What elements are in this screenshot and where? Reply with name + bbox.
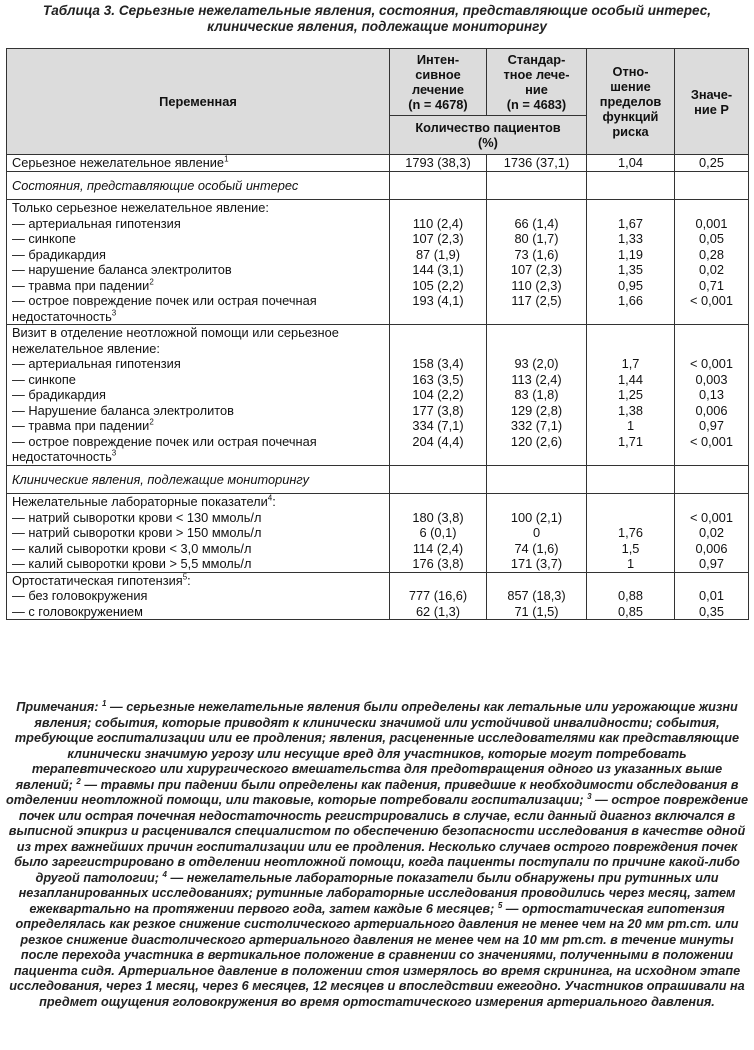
group2-labels: Визит в отделение неотложной помощи или серьезное нежелательное явление: — артериальная гипотензия — синкопе — брадикардия — Нарушение баланса электролитов — травма при падении$^2$ — острое повреждение почек или острая почечная недостаточность$^3$ (7, 325, 390, 466)
group1-p: 0,001 0,05 0,28 0,02 0,71 < 0,001 (675, 200, 749, 325)
header-p-l2: ние Р (694, 101, 729, 117)
header-standard (487, 49, 587, 116)
table-caption (4, 3, 750, 35)
header-standard-l4: (n = 4683) (506, 97, 567, 112)
section-label: Клинические явления, подлежащие мониторингу (7, 465, 390, 494)
header-patient-count (390, 116, 587, 155)
row-label: Серьезное нежелательное явление$^1$ (7, 155, 390, 172)
header-p-value (675, 49, 749, 155)
table-row-sae (7, 155, 749, 172)
group3-p: < 0,001 0,02 0,006 0,97 (675, 494, 749, 573)
group4-ratio: 0,88 0,85 (587, 572, 675, 620)
header-ratio-l4: функций (602, 109, 659, 124)
group2-intensive: 158 (3,4) 163 (3,5) 104 (2,2) 177 (3,8) 334 (7,1) 204 (4,4) (390, 325, 487, 466)
section-row-special-interest (7, 171, 749, 200)
header-ratio-l1: Отно- (612, 64, 649, 79)
caption-line-1: Таблица 3. Серьезные нежелательные явления, состояния, представляющие особый интерес, (42, 3, 712, 18)
group4-standard: 857 (18,3) 71 (1,5) (487, 572, 587, 620)
group3-labels: Нежелательные лабораторные показатели$^4$: — натрий сыворотки крови < 130 ммоль/л — натрий сыворотки крови > 150 ммоль/л — калий сыворотки крови < 3,0 ммоль/л — калий сыворотки крови > 5,5 ммоль/л (7, 494, 390, 573)
cell-ratio: 1,04 (587, 155, 675, 172)
header-standard-l3: ние (525, 82, 548, 97)
group2-p: < 0,001 0,003 0,13 0,006 0,97 < 0,001 (675, 325, 749, 466)
adverse-events-table (6, 48, 749, 620)
header-intensive-l4: (n = 4678) (408, 97, 468, 112)
header-intensive (390, 49, 487, 116)
cell-p: 0,25 (675, 155, 749, 172)
header-ratio-l2: шение (610, 79, 651, 94)
section-row-monitoring (7, 465, 749, 494)
group1-standard: 66 (1,4) 80 (1,7) 73 (1,6) 107 (2,3) 110 (2,3) 117 (2,5) (487, 200, 587, 325)
group1-ratio: 1,67 1,33 1,19 1,35 0,95 1,66 (587, 200, 675, 325)
header-p-l1: Значе- (690, 86, 733, 102)
table-row-group3 (7, 494, 749, 573)
header-standard-l2: тное лече- (503, 67, 570, 82)
table-header (7, 49, 749, 155)
header-ratio (587, 49, 675, 155)
header-standard-l1: Стандар- (507, 52, 566, 67)
section-label: Состояния, представляющие особый интерес (7, 171, 390, 200)
table-row-group2 (7, 325, 749, 466)
header-count-l1: Количество пациентов (415, 120, 561, 135)
table-notes (6, 700, 748, 1010)
cell-intensive: 1793 (38,3) (390, 155, 487, 172)
header-variable: Переменная (7, 49, 390, 155)
group3-standard: 100 (2,1) 0 74 (1,6) 171 (3,7) (487, 494, 587, 573)
group1-intensive: 110 (2,4) 107 (2,3) 87 (1,9) 144 (3,1) 105 (2,2) 193 (4,1) (390, 200, 487, 325)
header-intensive-l1: Интен- (416, 52, 460, 67)
notes-paragraph: Примечания: $^1$ — серьезные нежелательные явления были определены как летальные или угрожающие жизни явления; события, которые приводят к клинически значимой или устойчивой инвалидности; события, требующие госпитализации или ее продления; явления, расцененные исследователями как представляющие клинически значимую угрозу или несущие вред для участников, которые могут потребовать терапевтического или хирургического вмешательства для предотвращения одного из указанных выше явлений; $^2$ — травмы при падении были определены как падения, приведшие к необходимости обследования в отделении неотложной помощи, или таковые, которые потребовали госпитализации; $^3$ — острое повреждение почек или острая почечная недостаточность регистрировались в случае, если данный диагноз включался в выписной эпикриз и расценивался специалистом по обеспечению безопасности исследования в качестве одной из трех важнейших причин госпитализации или ее продления. Несколько случаев острого повреждения почек было зарегистрировано в отделении неотложной помощи, когда пациенты поступали по причине какой-либо другой патологии; $^4$ — нежелательные лабораторные показатели были обнаружены при рутинных или незапланированных исследованиях; рутинные лабораторные исследования проводились через месяц, затем ежеквартально на протяжении первого года, затем каждые 6 месяцев; $^5$ — ортостатическая гипотензия определялась как резкое снижение систолического артериального давления не менее чем на 20 мм рт.ст. или резкое снижение диастолического артериального давления не менее чем на 10 мм рт.ст. в течение минуты после перехода участника в вертикальное положение в сравнении со значениями, полученными в положении пациента сидя. Артериальное давление в положении стоя измерялось во время скрининга, на исходном этапе исследования, через 1 месяц, через 6 месяцев, 12 месяцев и впоследствии ежегодно. Участников опрашивали на предмет ощущения головокружения во время ортостатического измерения артериального давления. (6, 698, 748, 1009)
header-count-l2: (%) (478, 135, 498, 150)
header-ratio-l3: пределов (599, 94, 662, 109)
group4-p: 0,01 0,35 (675, 572, 749, 620)
header-intensive-l2: сивное (415, 67, 461, 82)
table-row-group4 (7, 572, 749, 620)
header-intensive-l3: лечение (411, 82, 465, 97)
group2-standard: 93 (2,0) 113 (2,4) 83 (1,8) 129 (2,8) 332 (7,1) 120 (2,6) (487, 325, 587, 466)
group3-ratio: 1,76 1,5 1 (587, 494, 675, 573)
group2-ratio: 1,7 1,44 1,25 1,38 1 1,71 (587, 325, 675, 466)
group1-labels: Только серьезное нежелательное явление: — артериальная гипотензия — синкопе — брадикардия — нарушение баланса электролитов — травма при падении$^2$ — острое повреждение почек или острая почечная недостаточность$^3$ (7, 200, 390, 325)
group4-intensive: 777 (16,6) 62 (1,3) (390, 572, 487, 620)
group4-labels: Ортостатическая гипотензия$^5$: — без головокружения — с головокружением (7, 572, 390, 620)
caption-line-2: клинические явления, подлежащие мониторингу (207, 19, 547, 34)
group3-intensive: 180 (3,8) 6 (0,1) 114 (2,4) 176 (3,8) (390, 494, 487, 573)
table-row-group1 (7, 200, 749, 325)
header-ratio-l5: риска (612, 124, 649, 139)
cell-standard: 1736 (37,1) (487, 155, 587, 172)
